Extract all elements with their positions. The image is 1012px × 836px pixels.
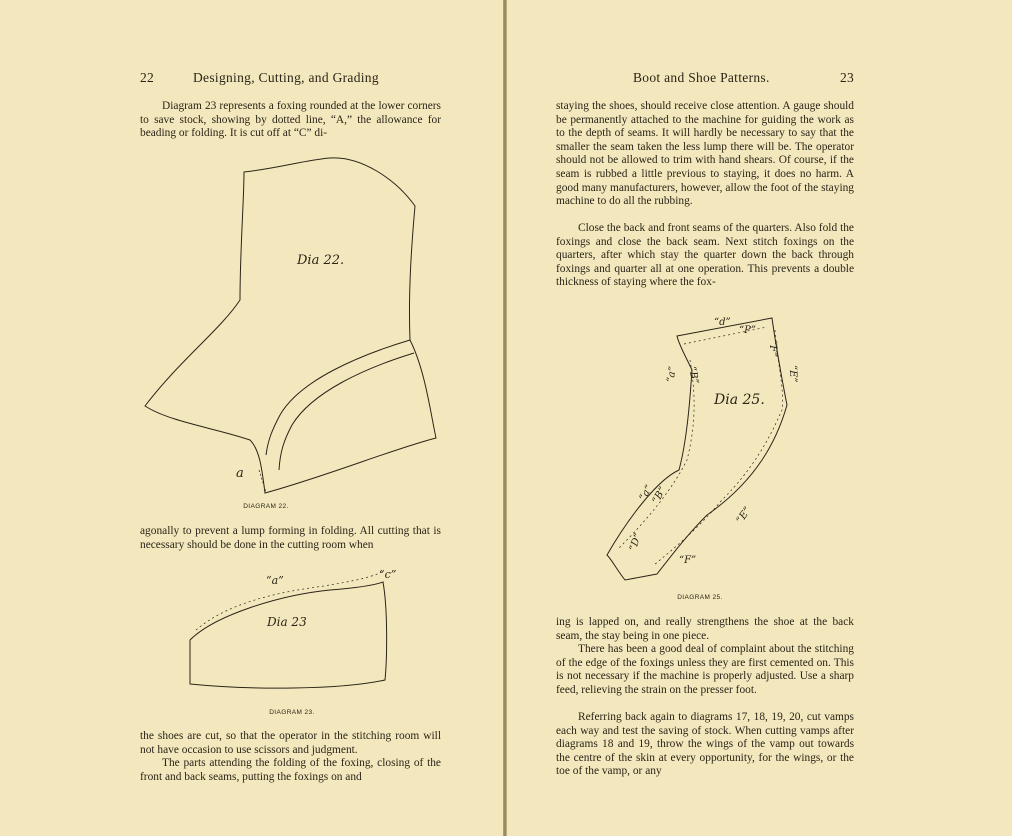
diagram-25-mark-0: “d” <box>714 317 731 328</box>
diagram-25-mark-5: “B” <box>686 365 701 385</box>
diagram-25-mark-7: “B” <box>650 485 669 506</box>
diagram-25-caption: DIAGRAM 25. <box>677 594 723 601</box>
diagram-23-mark-c: “c” <box>379 568 397 581</box>
diagram-25-mark-6: “a” <box>637 483 656 503</box>
diagram-23 <box>0 0 503 720</box>
diagram-25 <box>507 0 1012 600</box>
diagram-25-mark-3: “E” <box>787 365 798 383</box>
diagram-23-label: Dia 23 <box>267 615 307 629</box>
left-paragraph-2: agonally to prevent a lump forming in folding. All cutting that is necessary should be done in the cutting room when <box>140 525 441 551</box>
diagram-25-mark-9: “D” <box>627 531 645 553</box>
left-paragraph-3: the shoes are cut, so that the operator in the stitching room will not have occasion to use scissors and judgment. <box>140 730 441 756</box>
right-paragraph-4: There has been a good deal of complaint about the stitching of the edge of the foxings unless they are first cemented on. This is not necessary if the machine is properly adjusted. Use a sharp feed, relieving the strain on the presser foot. <box>556 643 854 696</box>
right-paragraph-1: staying the shoes, should receive close attention. A gauge should be permanently attached to the machine for guiding the work as to the depth of seams. It will hardly be necessary to say that the smaller the seam taken the less lump there will be. The operator should not be allowed to trim with hand shears. Of course, if the seam is rubbed a little previous to staying, it does no harm. A good many manufacturers, however, allow the foot of the staying machine to do all the rubbing. <box>556 100 854 208</box>
left-paragraph-4: The parts attending the folding of the foxing, closing of the front and back seams, putting the foxings on and <box>140 757 441 783</box>
left-page <box>0 0 503 836</box>
left-paragraph-1: Diagram 23 represents a foxing rounded at the lower corners to save stock, showing by dotted line, “A,” the allowance for beading or folding. It is cut off at “C” di- <box>140 100 441 140</box>
diagram-25-mark-4: “a” <box>665 365 679 384</box>
right-paragraph-3: ing is lapped on, and really strengthens the shoe at the back seam, the stay being in one piece. <box>556 616 854 642</box>
right-paragraph-2: Close the back and front seams of the quarters. Also fold the foxings and close the back seam. Next stitch foxings on the quarters, after which stay the quarter down the back through foxings and quarter all at one operation. This prevents a double thickness of staying where the fox- <box>556 222 854 289</box>
diagram-25-mark-8: “E” <box>734 505 754 526</box>
diagram-23-mark-a: “a” <box>266 574 284 587</box>
diagram-22-caption: DIAGRAM 22. <box>243 503 289 510</box>
right-page <box>507 0 1012 836</box>
diagram-22-mark-a: a <box>236 466 244 481</box>
right-paragraph-5: Referring back again to diagrams 17, 18, 19, 20, cut vamps each way and test the saving of stock. When cutting vamps after diagrams 18 and 19, throw the wings of the vamp out towards the centre of the skin at every opportunity, for the wings, or the toe of the vamp, or any <box>556 711 854 778</box>
diagram-25-mark-2: “F” <box>767 340 778 358</box>
running-head-left: Designing, Cutting, and Grading <box>193 70 379 85</box>
diagram-22-label: Dia 22. <box>297 253 345 268</box>
diagram-25-label: Dia 25. <box>714 392 765 408</box>
diagram-25-mark-10: “F” <box>679 555 697 566</box>
page-number-left: 22 <box>140 70 155 85</box>
page-number-right: 23 <box>840 70 855 85</box>
diagram-25-mark-1: “P” <box>739 325 756 336</box>
diagram-23-caption: DIAGRAM 23. <box>269 709 315 716</box>
running-head-right: Boot and Shoe Patterns. <box>633 70 770 85</box>
